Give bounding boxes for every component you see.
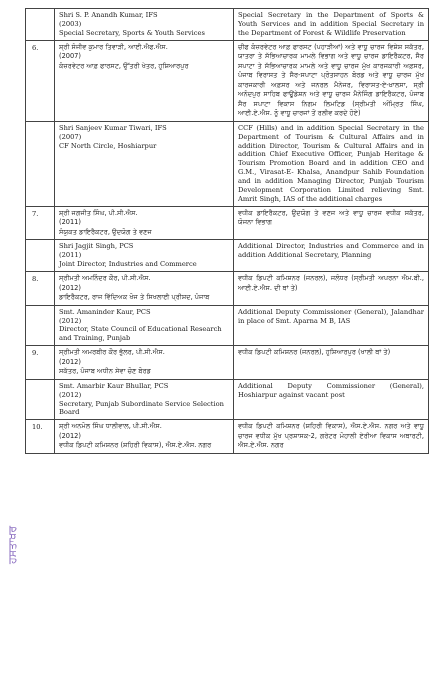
serial-number: [26, 379, 55, 420]
present-posting: ਡਾਇਰੈਕਟਰ, ਰਾਜ ਵਿੱਦਿਅਕ ਖੋਜ ਤੇ ਸਿਖਲਾਈ ਪ੍ਰੀਸ਼ਦ, ਪੰਜਾਬ: [59, 293, 210, 302]
present-posting: Director, State Council of Educational Research and Training, Punjab: [59, 325, 222, 343]
new-posting: ਵਧੀਕ ਡਿਪਟੀ ਕਮਿਸ਼ਨਰ (ਸ਼ਹਿਰੀ ਵਿਕਾਸ), ਐਸ.ਏ.ਐਸ. ਨਗਰ ਅਤੇ ਵਾਧੂ ਚਾਰਜ ਵਧੀਕ ਮੁੱਖ ਪ੍ਰਸ਼ਾਸਕ-2, ਗਰੇਟਰ ਮੋਹਾਲੀ ਏਰੀਆ ਵਿਕਾਸ ਅਥਾਰਟੀ, ਐਸ.ਏ.ਐਸ. ਨਗਰ: [234, 420, 429, 454]
new-posting: Additional Deputy Commissioner (General), Hoshiarpur against vacant post: [234, 379, 429, 420]
officer-details: [55, 305, 234, 346]
table-row: [26, 206, 429, 240]
new-posting: ਵਧੀਕ ਡਾਇਰੈਕਟਰ, ਉਦਯੋਗ ਤੇ ਵਣਜ ਅਤੇ ਵਾਧੂ ਚਾਰਜ ਵਧੀਕ ਸਕੱਤਰ, ਯੋਜਨਾ ਵਿਭਾਗ: [234, 206, 429, 240]
officer-details: [55, 240, 234, 272]
officer-name: ਸ਼੍ਰੀ ਜਗਜੀਤ ਸਿੰਘ, ਪੀ.ਸੀ.ਐਸ.: [59, 208, 138, 217]
serial-number: [26, 121, 55, 206]
batch-year: (2012): [59, 357, 81, 366]
batch-year: (2011): [59, 251, 82, 260]
margin-signature: ਹਸਤਾਖਰ: [6, 525, 19, 564]
table-row: [26, 9, 429, 41]
new-posting: Additional Deputy Commissioner (General), Jalandhar in place of Smt. Aparna M B, IAS: [234, 305, 429, 346]
officer-name: ਸ਼੍ਰੀ ਸੰਜੀਵ ਕੁਮਾਰ ਤਿਵਾੜੀ, ਆਈ.ਐਫ.ਐਸ.: [59, 42, 168, 51]
new-posting: Additional Director, Industries and Commerce and in addition Additional Secretary, Planning: [234, 240, 429, 272]
officer-name: Smt. Amarbir Kaur Bhullar, PCS: [59, 381, 169, 390]
batch-year: (2011): [59, 218, 81, 227]
officer-name: Shri Jagjit Singh, PCS: [59, 242, 134, 251]
present-posting: ਕੰਜ਼ਰਵੇਟਰ ਆਫ਼ ਫਾਰਸਟ, ਉੱਤਰੀ ਖੇਤਰ, ਹੁਸ਼ਿਆਰਪੁਰ: [59, 61, 189, 70]
present-posting: ਵਧੀਕ ਡਿਪਟੀ ਕਮਿਸ਼ਨਰ (ਸ਼ਹਿਰੀ ਵਿਕਾਸ), ਐਸ.ਏ.ਐਸ. ਨਗਰ: [59, 441, 212, 450]
table-row: [26, 40, 429, 121]
officer-details: [55, 206, 234, 240]
officer-details: [55, 121, 234, 206]
officer-details: [55, 9, 234, 41]
officer-details: [55, 272, 234, 306]
batch-year: (2007): [59, 132, 82, 141]
serial-number: 9.: [26, 346, 55, 380]
officer-details: [55, 379, 234, 420]
serial-number: [26, 240, 55, 272]
officer-name: Shri S. P. Anandh Kumar, IFS: [59, 11, 158, 19]
posting-table-body: [26, 9, 429, 454]
table-row: [26, 346, 429, 380]
batch-year: (2012): [59, 283, 81, 292]
serial-number: 10.: [26, 420, 55, 454]
officer-name: Smt. Amaninder Kaur, PCS: [59, 307, 151, 316]
present-posting: Secretary, Punjab Subordinate Service Selection Board: [59, 399, 224, 417]
serial-number: [26, 9, 55, 41]
table-row: [26, 305, 429, 346]
serial-number: [26, 305, 55, 346]
new-posting: Special Secretary in the Department of Sports & Youth Services and in addition Special Secretary in the Department of Forest & Wildlife Preservation: [234, 9, 429, 41]
present-posting: CF North Circle, Hoshiarpur: [59, 141, 157, 150]
serial-number: 8.: [26, 272, 55, 306]
batch-year: (2003): [59, 19, 82, 28]
batch-year: (2012): [59, 316, 82, 325]
table-row: [26, 420, 429, 454]
officer-name: ਸ੍ਰੀਮਤੀ ਅਮਨਿੰਦਰ ਕੌਰ, ਪੀ.ਸੀ.ਐਸ.: [59, 274, 151, 283]
new-posting: ਵਧੀਕ ਡਿਪਟੀ ਕਮਿਸ਼ਨਰ (ਜਨਰਲ), ਜਲੰਧਰ (ਸ੍ਰੀਮਤੀ ਅਪਰਨਾ ਐਮ.ਬੀ., ਆਈ.ਏ.ਐਸ. ਦੀ ਥਾਂ ਤੇ): [234, 272, 429, 306]
present-posting: Special Secretary, Sports & Youth Services: [59, 28, 205, 37]
table-row: [26, 240, 429, 272]
officer-name: Shri Sanjeev Kumar Tiwari, IFS: [59, 123, 167, 132]
present-posting: ਸੰਯੁਕਤ ਡਾਇਰੈਕਟਰ, ਉਦਯੋਗ ਤੇ ਵਣਜ: [59, 227, 152, 236]
batch-year: (2012): [59, 431, 81, 440]
batch-year: (2007): [59, 52, 81, 61]
officer-name: ਸ਼੍ਰੀ ਅਨਮੋਲ ਸਿੰਘ ਧਾਲੀਵਾਲ, ਪੀ.ਸੀ.ਐਸ.: [59, 422, 162, 431]
present-posting: Joint Director, Industries and Commerce: [59, 260, 197, 269]
posting-table: [25, 8, 429, 454]
batch-year: (2012): [59, 390, 82, 399]
present-posting: ਸਕੱਤਰ, ਪੰਜਾਬ ਅਧੀਨ ਸੇਵਾ ਚੋਣ ਬੋਰਡ: [59, 367, 151, 376]
serial-number: 7.: [26, 206, 55, 240]
new-posting: CCF (Hills) and in addition Special Secretary in the Department of Tourism & Cultural Affairs and in addition Director, Tourism & Cultural Affairs and in addition Chief Executive Officer, Punjab Heritage & Tourism Promotion Board and in addition CEO and G.M., Virasat-E- Khalsa, Anandpur Sahib Foundation and in addition Managing Director, Punjab Tourism Development Corporation Limited relieving Smt. Amrit Singh, IAS of the additional charges: [234, 121, 429, 206]
officer-name: ਸ੍ਰੀਮਤੀ ਅਮਰਬੀਰ ਕੌਰ ਭੁੱਲਰ, ਪੀ.ਸੀ.ਐਸ.: [59, 348, 165, 357]
table-row: [26, 379, 429, 420]
table-row: [26, 121, 429, 206]
serial-number: 6.: [26, 40, 55, 121]
new-posting: ਚੀਫ ਕੰਜ਼ਰਵੇਟਰ ਆਫ਼ ਫਾਰਸਟ (ਪਹਾੜੀਆਂ) ਅਤੇ ਵਾਧੂ ਚਾਰਜ ਵਿਸ਼ੇਸ਼ ਸਕੱਤਰ, ਯਾਤਰਾ ਤੇ ਸੱਭਿਆਚਾਰਕ ਮਾਮਲੇ ਵਿਭਾਗ ਅਤੇ ਵਾਧੂ ਚਾਰਜ ਡਾਇਰੈਕਟਰ, ਸੈਰ ਸਪਾਟਾ ਤੇ ਸੱਭਿਆਚਾਰਕ ਮਾਮਲੇ ਅਤੇ ਵਾਧੂ ਚਾਰਜ ਮੁੱਖ ਕਾਰਜਕਾਰੀ ਅਫ਼ਸਰ, ਪੰਜਾਬ ਵਿਰਾਸਤ ਤੇ ਸੈਰ-ਸਪਾਟਾ ਪ੍ਰੋਤਸਾਹਨ ਬੋਰਡ ਅਤੇ ਵਾਧੂ ਚਾਰਜ ਮੁੱਖ ਕਾਰਜਕਾਰੀ ਅਫ਼ਸਰ ਅਤੇ ਜਨਰਲ ਮੈਨੇਜਰ, ਵਿਰਾਸਤ-ਏ-ਖ਼ਾਲਸਾ, ਸ੍ਰੀ ਅਨੰਦਪੁਰ ਸਾਹਿਬ ਫਾਊਂਡੇਸ਼ਨ ਅਤੇ ਵਾਧੂ ਚਾਰਜ ਮੈਨੇਜਿੰਗ ਡਾਇਰੈਕਟਰ, ਪੰਜਾਬ ਸੈਰ ਸਪਾਟਾ ਵਿਕਾਸ ਨਿਗਮ ਲਿਮਟਿਡ (ਸ੍ਰੀਮਤੀ ਅੰਮ੍ਰਿਤ ਸਿੰਘ, ਆਈ.ਏ.ਐਸ. ਨੂੰ ਵਾਧੂ ਚਾਰਜਾਂ ਤੋਂ ਰਲੀਵ ਕਰਦੇ ਹੋਏ): [234, 40, 429, 121]
table-row: [26, 272, 429, 306]
officer-details: [55, 346, 234, 380]
officer-details: [55, 420, 234, 454]
new-posting: ਵਧੀਕ ਡਿਪਟੀ ਕਮਿਸ਼ਨਰ (ਜਨਰਲ), ਹੁਸ਼ਿਆਰਪੁਰ (ਖਾਲੀ ਥਾਂ ਤੇ): [234, 346, 429, 380]
officer-details: [55, 40, 234, 121]
